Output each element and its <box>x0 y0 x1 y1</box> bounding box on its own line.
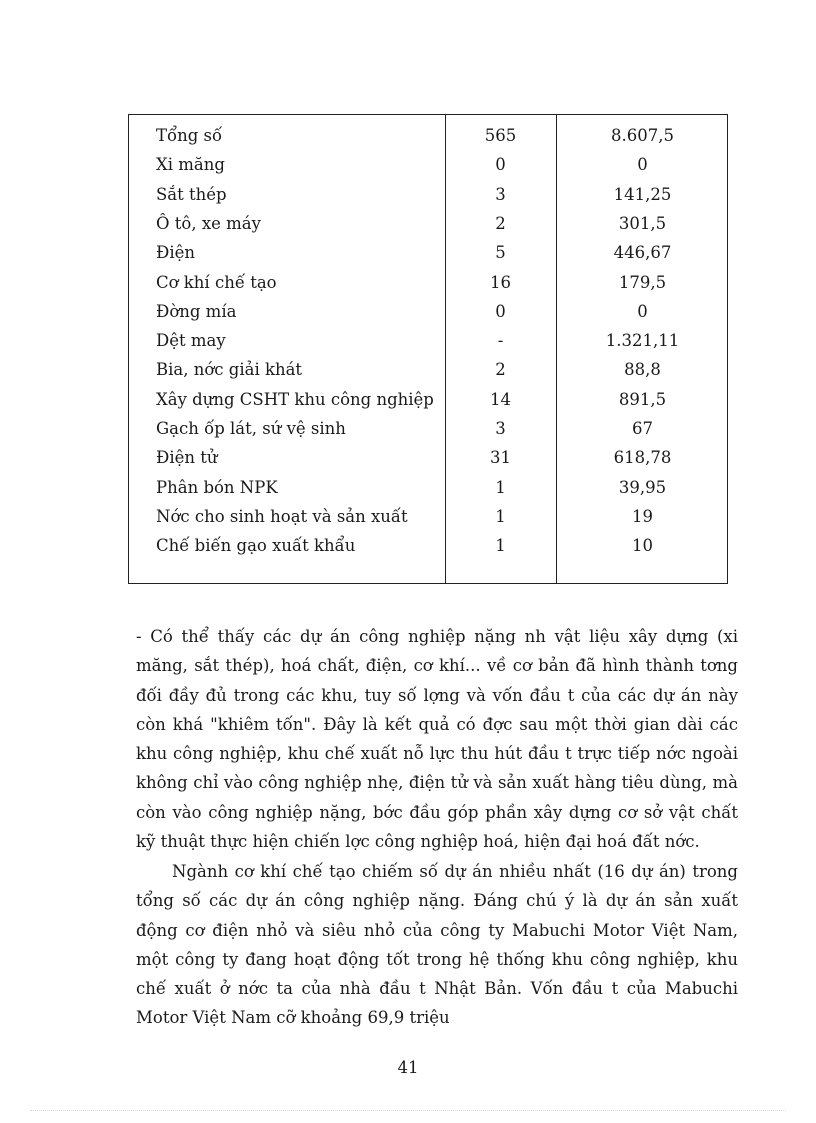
investment-capital: 891,5 <box>618 389 667 409</box>
project-count: 2 <box>495 360 506 380</box>
industry-data-table <box>128 114 728 584</box>
table-row <box>129 505 727 529</box>
table-row <box>129 476 727 500</box>
industry-name: Chế biến gạo xuất khẩu <box>156 536 356 556</box>
project-count: 0 <box>495 155 506 175</box>
industry-name: Điện tử <box>156 448 218 468</box>
project-count: 565 <box>484 126 517 145</box>
industry-name: Gạch ốp lát, sứ vệ sinh <box>156 419 346 438</box>
body-paragraph: - Có thể thấy các dự án công nghiệp nặng nh vật liệu xây dựng (xi măng, sắt thép), hoá chất, điện, cơ khí... về cơ bản đã hình thành tơng đối đầy đủ trong các khu, tuy số lợng và vốn đầu t của các dự án này còn khá "khiêm tốn". Đây là kết quả có đợc sau một thời gian dài các khu công nghiệp, khu chế xuất nỗ lực thu hút đầu t trực tiếp nớc ngoài không chỉ vào công nghiệp nhẹ, điện tử và sản xuất hàng tiêu dùng, mà còn vào công nghiệp nặng, bớc đầu góp phần xây dựng cơ sở vật chất kỹ thuật thực hiện chiến lợc công nghiệp hoá, hiện đại hoá đất nớc. <box>136 627 738 852</box>
table-row <box>129 534 727 558</box>
industry-name: Ô tô, xe máy <box>156 213 261 233</box>
investment-capital: 446,67 <box>613 243 672 263</box>
project-count: 1 <box>495 506 506 526</box>
project-count: 14 <box>490 389 511 409</box>
investment-capital: 0 <box>637 301 648 321</box>
investment-capital: 1.321,11 <box>605 331 680 351</box>
industry-name: Dệt may <box>156 331 226 351</box>
project-count: 1 <box>495 477 506 497</box>
industry-name: Phân bón NPK <box>156 477 278 497</box>
investment-capital: 39,95 <box>618 477 667 497</box>
project-count: 3 <box>495 184 506 204</box>
project-count: 1 <box>495 536 506 556</box>
table-row <box>129 153 727 177</box>
investment-capital: 10 <box>632 536 653 556</box>
investment-capital: 179,5 <box>618 272 667 292</box>
table-row <box>129 124 727 148</box>
investment-capital: 19 <box>632 506 653 526</box>
table-row <box>129 446 727 470</box>
industry-name: Nớc cho sinh hoạt và sản xuất <box>156 506 408 526</box>
project-count: - <box>497 331 504 351</box>
investment-capital: 618,78 <box>613 448 672 468</box>
table-row <box>129 212 727 236</box>
project-count: 3 <box>495 419 506 438</box>
investment-capital: 8.607,5 <box>611 126 674 145</box>
industry-name: Cơ khí chế tạo <box>156 272 277 292</box>
industry-name: Tổng số <box>156 126 223 145</box>
investment-capital: 301,5 <box>618 213 667 233</box>
investment-capital: 67 <box>632 419 653 438</box>
industry-name: Đờng mía <box>156 301 237 321</box>
project-count: 16 <box>490 272 511 292</box>
industry-name: Bia, nớc giải khát <box>156 360 303 380</box>
investment-capital: 88,8 <box>624 360 661 380</box>
industry-name: Sắt thép <box>156 184 227 204</box>
table-row <box>129 388 727 412</box>
table-row <box>129 300 727 324</box>
table-row <box>129 417 727 441</box>
project-count: 2 <box>495 213 506 233</box>
table-row <box>129 358 727 382</box>
page-bottom-divider <box>30 1110 786 1111</box>
table-row <box>129 241 727 265</box>
table-row <box>129 271 727 295</box>
project-count: 5 <box>495 243 506 263</box>
project-count: 0 <box>495 301 506 321</box>
investment-capital: 0 <box>637 155 648 175</box>
table-row <box>129 183 727 207</box>
industry-name: Điện <box>156 243 195 263</box>
investment-capital: 141,25 <box>613 184 672 204</box>
industry-name: Xây dựng CSHT khu công nghiệp <box>156 389 434 409</box>
project-count: 31 <box>490 448 511 468</box>
page-number: 41 <box>397 1058 419 1077</box>
body-paragraph: Ngành cơ khí chế tạo chiếm số dự án nhiều nhất (16 dự án) trong tổng số các dự án công nghiệp nặng. Đáng chú ý là dự án sản xuất động cơ điện nhỏ và siêu nhỏ của công ty Mabuchi Motor Việt Nam, một công ty đang hoạt động tốt trong hệ thống khu công nghiệp, khu chế xuất ở nớc ta của nhà đầu t Nhật Bản. Vốn đầu t của Mabuchi Motor Việt Nam cỡ khoảng 69,9 triệu <box>136 862 738 1028</box>
table-row <box>129 329 727 353</box>
industry-name: Xi măng <box>156 155 225 175</box>
